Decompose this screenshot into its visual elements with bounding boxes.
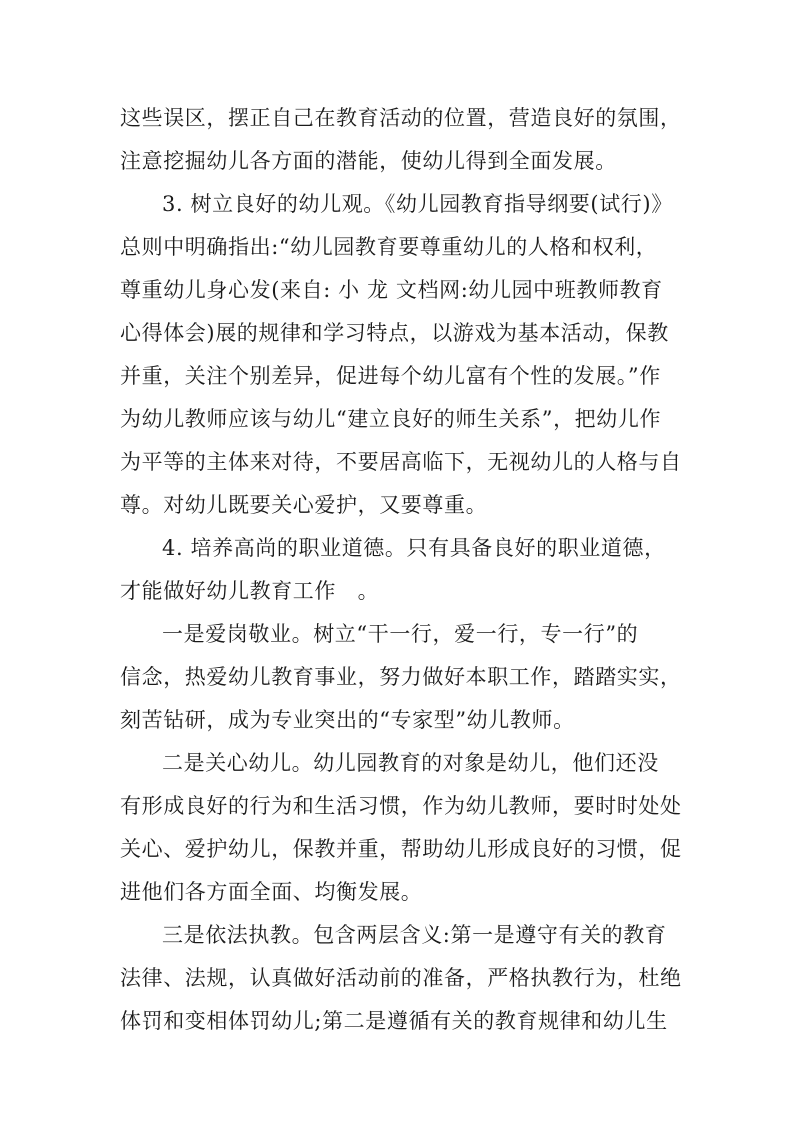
text-line: 进他们各方面全面、均衡发展。 [120, 880, 423, 904]
text-line: 关心、爱护幼儿，保教并重，帮助幼儿形成良好的习惯，促 [120, 837, 682, 861]
text-line: 信念，热爱幼儿教育事业，努力做好本职工作，踏踏实实， [120, 665, 682, 689]
text-line: 尊。对幼儿既要关心爱护，又要尊重。 [120, 493, 488, 517]
text-line: 总则中明确指出:“幼儿园教育要尊重幼儿的人格和权利， [120, 235, 658, 259]
text-line: 有形成良好的行为和生活习惯，作为幼儿教师，要时时处处 [120, 794, 682, 818]
text-line: 注意挖掘幼儿各方面的潜能，使幼儿得到全面发展。 [120, 149, 617, 173]
text-line: 为平等的主体来对待，不要居高临下，无视幼儿的人格与自 [120, 450, 682, 474]
paragraph-start-line: 一是爱岗敬业。树立“干一行，爱一行，专一行”的 [162, 622, 639, 646]
text-line: 法律、法规，认真做好活动前的准备，严格执教行为，杜绝 [120, 966, 682, 990]
paragraph-start-line: 4. 培养高尚的职业道德。只有具备良好的职业道德， [162, 536, 666, 560]
text-line: 才能做好幼儿教育工作 。 [120, 579, 380, 603]
text-line: 刻苦钻研，成为专业突出的“专家型”幼儿教师。 [120, 708, 575, 732]
text-line: 心得体会)展的规律和学习特点，以游戏为基本活动，保教 [120, 321, 669, 345]
paragraph-start-line: 三是依法执教。包含两层含义:第一是遵守有关的教育 [162, 923, 667, 947]
paragraph-start-line: 二是关心幼儿。幼儿园教育的对象是幼儿，他们还没 [162, 751, 659, 775]
text-line: 这些误区，摆正自己在教育活动的位置，营造良好的氛围， [120, 106, 682, 130]
text-line: 体罚和变相体罚幼儿;第二是遵循有关的教育规律和幼儿生 [120, 1009, 668, 1033]
text-line: 尊重幼儿身心发(来自: 小 龙 文档网:幼儿园中班教师教育 [120, 278, 663, 302]
paragraph-start-line: 3. 树立良好的幼儿观。《幼儿园教育指导纲要(试行)》 [162, 192, 673, 216]
text-line: 为幼儿教师应该与幼儿“建立良好的师生关系”，把幼儿作 [120, 407, 662, 431]
text-line: 并重，关注个别差异，促进每个幼儿富有个性的发展。”作 [120, 364, 661, 388]
